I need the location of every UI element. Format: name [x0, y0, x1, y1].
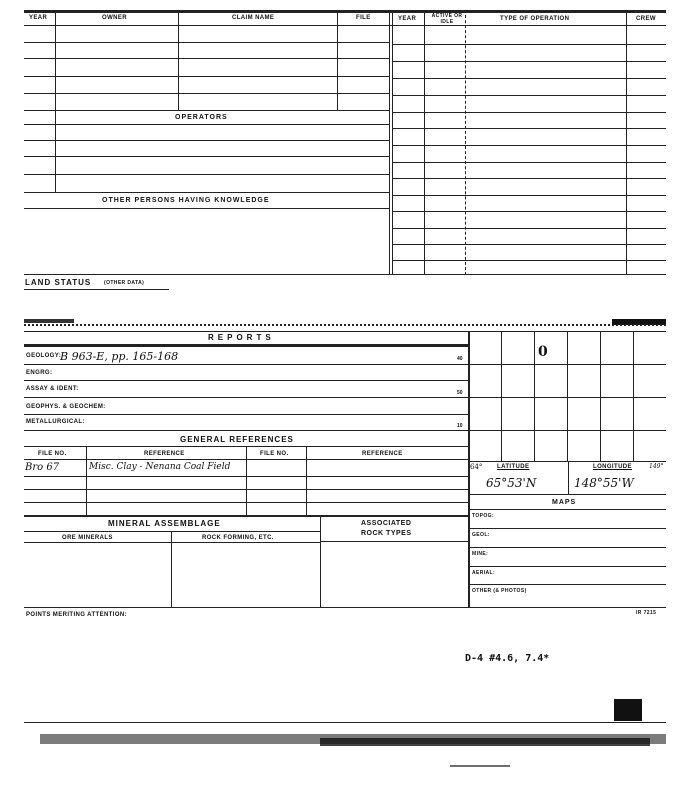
- map-row-other: OTHER (& PHOTOS): [472, 588, 527, 594]
- row-line: [24, 380, 468, 381]
- reference-file-no: Bro 67: [25, 462, 60, 473]
- points-meriting-attention: POINTS MERITING ATTENTION:: [26, 612, 128, 618]
- row-line: [392, 78, 666, 79]
- row-line: [24, 58, 390, 59]
- row-line: [24, 531, 320, 532]
- col-line: [178, 10, 179, 110]
- report-value-geology: B 963-E, pp. 165-168: [60, 350, 179, 363]
- col-rock-forming: ROCK FORMING, ETC.: [202, 535, 274, 541]
- land-status-sublabel: (OTHER DATA): [104, 280, 145, 286]
- associated-rock-types-line2: ROCK TYPES: [361, 530, 412, 537]
- row-line: [24, 76, 390, 77]
- latlong-divider: [568, 461, 569, 495]
- grid-line: [468, 461, 666, 462]
- land-status-label: LAND STATUS: [25, 278, 92, 287]
- col-line: [626, 10, 627, 275]
- col-line: [337, 10, 338, 110]
- col-line: [424, 10, 425, 275]
- top-border: [24, 10, 666, 13]
- latitude-label: LATITUDE: [497, 464, 530, 470]
- row-line: [392, 112, 666, 113]
- report-label-engrg: ENGRG:: [26, 370, 53, 376]
- scan-noise: [320, 738, 650, 746]
- operators-label: OPERATORS: [175, 114, 228, 121]
- grid-col: [600, 331, 601, 461]
- grid-col: [567, 331, 568, 461]
- grid-line: [468, 528, 666, 529]
- land-status-underline: [24, 289, 169, 290]
- row-line: [392, 61, 666, 62]
- scan-noise: [614, 699, 642, 721]
- section-divider: [24, 324, 666, 326]
- map-row-aerial: AERIAL:: [472, 570, 496, 576]
- map-row-mine: MINE:: [472, 551, 489, 557]
- col-reference: REFERENCE: [144, 451, 185, 457]
- grid-mark: 0: [538, 344, 548, 360]
- reports-header-line: [24, 344, 468, 347]
- col-line: [171, 531, 172, 607]
- scan-noise: [450, 765, 510, 767]
- reports-top: [24, 331, 468, 332]
- general-references-title: GENERAL REFERENCES: [180, 435, 294, 444]
- row-line: [392, 244, 666, 245]
- header-year: YEAR: [29, 15, 48, 21]
- row-line: [24, 542, 320, 543]
- row-line: [392, 195, 666, 196]
- row-line: [392, 260, 666, 261]
- scan-edge-line: [24, 722, 666, 723]
- row-line: [392, 95, 666, 96]
- report-num: 40: [457, 356, 463, 362]
- col-line: [320, 515, 321, 607]
- col-line: [465, 10, 466, 275]
- grid-col: [633, 331, 634, 461]
- section-bottom: [24, 607, 666, 608]
- col-reference-2: REFERENCE: [362, 451, 403, 457]
- header-crew: CREW: [636, 16, 656, 22]
- longitude-label: LONGITUDE: [593, 464, 632, 470]
- row-line: [24, 156, 390, 157]
- header-claim-name: CLAIM NAME: [232, 15, 275, 21]
- report-label-metallurgical: METALLURGICAL:: [26, 419, 85, 425]
- top-table-bottom: [24, 274, 666, 275]
- col-file-no-2: FILE NO.: [260, 451, 289, 457]
- col-line: [306, 446, 307, 515]
- mineral-assemblage-title: MINERAL ASSEMBLAGE: [108, 519, 221, 528]
- header-type-of-operation: TYPE OF OPERATION: [500, 16, 570, 22]
- row-line: [24, 174, 390, 175]
- grid-line: [468, 566, 666, 567]
- other-persons-label: OTHER PERSONS HAVING KNOWLEDGE: [102, 197, 270, 204]
- row-line: [24, 192, 390, 193]
- reference-entry: Misc. Clay - Nenana Coal Field: [89, 462, 231, 472]
- latitude-value: 65°53'N: [486, 476, 537, 490]
- longitude-value: 148°55'W: [574, 476, 634, 490]
- row-line: [392, 211, 666, 212]
- row-line: [320, 541, 468, 542]
- grid-col: [534, 331, 535, 461]
- row-line: [24, 140, 390, 141]
- row-line: [392, 228, 666, 229]
- row-line: [24, 208, 390, 209]
- row-line: [392, 145, 666, 146]
- col-ore-minerals: ORE MINERALS: [62, 535, 113, 541]
- header-file: FILE: [356, 15, 371, 21]
- header-owner: OWNER: [102, 15, 127, 21]
- footer-note: D-4 #4.6, 7.4*: [465, 653, 550, 664]
- grid-line: [468, 584, 666, 585]
- longitude-suffix: 149°: [649, 463, 664, 470]
- row-line: [24, 124, 390, 125]
- col-line: [86, 446, 87, 515]
- map-row-topog: TOPOG:: [472, 513, 495, 519]
- row-line: [24, 110, 390, 111]
- latitude-prefix: 64°: [470, 463, 483, 471]
- reports-title: REPORTS: [208, 333, 275, 342]
- report-num: 50: [457, 390, 463, 396]
- row-line: [24, 414, 468, 415]
- row-line: [392, 178, 666, 179]
- grid-col: [501, 331, 502, 461]
- report-num: 10: [457, 423, 463, 429]
- map-row-geol: GEOL:: [472, 532, 490, 538]
- row-line: [24, 430, 468, 431]
- row-line: [392, 162, 666, 163]
- col-line: [55, 10, 56, 192]
- grid-line: [468, 494, 666, 495]
- form-number: IR 7215: [636, 610, 657, 616]
- col-file-no: FILE NO.: [38, 451, 67, 457]
- row-line: [392, 44, 666, 45]
- report-label-assay: ASSAY & IDENT:: [26, 386, 79, 392]
- row-line: [392, 128, 666, 129]
- row-line: [24, 364, 468, 365]
- maps-title: MAPS: [552, 499, 577, 506]
- center-divider: [389, 10, 390, 275]
- header-divider: [24, 25, 666, 26]
- row-line: [24, 515, 468, 517]
- header-year-2: YEAR: [398, 16, 417, 22]
- grid-line: [468, 509, 666, 510]
- scan-noise: [24, 319, 74, 323]
- grid-line: [468, 547, 666, 548]
- report-label-geophys: GEOPHYS. & GEOCHEM:: [26, 404, 106, 410]
- header-active-or-idle: ACTIVE OR IDLE: [431, 13, 463, 25]
- center-divider: [392, 10, 393, 275]
- row-line: [24, 397, 468, 398]
- col-line: [246, 446, 247, 515]
- row-line: [24, 42, 390, 43]
- report-label-geology: GEOLOGY:: [26, 353, 62, 359]
- row-line: [24, 93, 390, 94]
- associated-rock-types-line1: ASSOCIATED: [361, 520, 412, 527]
